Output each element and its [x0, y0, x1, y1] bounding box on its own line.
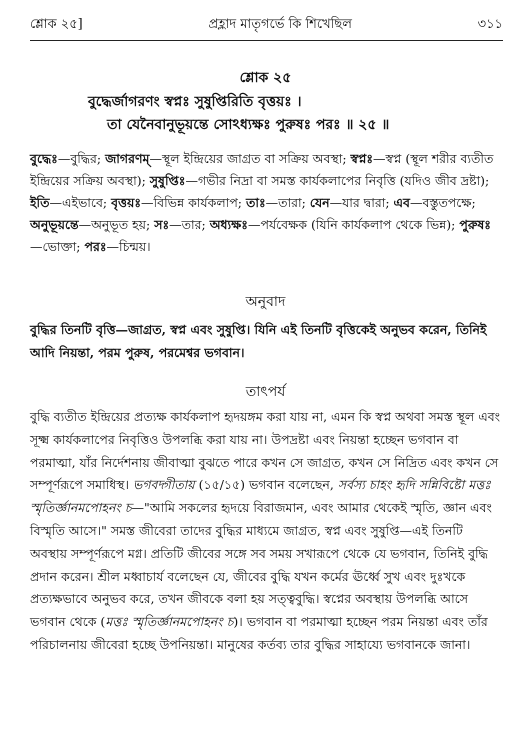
synonym-word: অনুভূয়ন্তে [30, 217, 79, 232]
synonym-meaning: —বিভিন্ন কার্যকলাপ; [141, 195, 246, 210]
verse-title: শ্লোক ২৫ [239, 70, 292, 86]
verse-line-1: বুদ্ধের্জাগরণং স্বপ্নঃ সুষুপ্তিরিতি বৃত্তয়ঃ । [88, 94, 302, 110]
gita-reference: ভগবদ্গীতায় [133, 477, 195, 493]
translation-body: বুদ্ধির তিনটি বৃত্তি—জাগ্রত, স্বপ্ন এবং সুষুপ্তি। যিনি এই তিনটি বৃত্তিকেই অনুভব করেন, তিনিই আদি নিয়ন্তা, পরম পুরুষ, পরমেশ্বর ভগবান। [30, 322, 487, 360]
synonym-meaning: —যার দ্বারা; [329, 195, 394, 210]
synonym-meaning: —তারা; [265, 195, 310, 210]
synonym-meaning: —গভীর নিদ্রা বা সমস্ত কার্যকলাপের নিবৃত্তি (যদিও জীব দ্রষ্টা); [185, 173, 490, 188]
synonym-word: ইতি [30, 195, 50, 210]
purport-part-1: বুদ্ধি ব্যতীত ইন্দ্রিয়ের প্রত্যক্ষ কার্যকলাপ হৃদয়ঙ্গম করা যায় না, এমন কি স্বপ্ন অথবা সমস্ত স্থূল এবং সূক্ষ্ম কার্যকলাপের নিবৃত্তিও উপলব্ধি করা যায় না। উপদ্রষ্টা এবং নিয়ন্তা হচ্ছেন ভগবান বা পরমাত্মা, যাঁর নির্দেশনায় জীবাত্মা বুঝতে পারে কখন সে জাগ্রত, কখন সে নিদ্রিত এবং কখন সে সম্পূর্ণরূপে সমাধিস্থ। [30, 409, 501, 493]
synonym-word: সুষুপ্তিঃ [149, 173, 186, 188]
synonym-meaning: —তার; [169, 217, 210, 232]
synonym-meaning: —স্বপ্ন (স্থূল শরীর ব্যতীত ইন্দ্রিয়ের সক্রিয় অবস্থা); [30, 151, 494, 188]
synonym-word: জাগরণম্ [105, 151, 150, 166]
synonym-word: সঃ [154, 217, 170, 232]
synonym-meaning: —এইভাবে; [49, 195, 112, 210]
synonym-word: স্বপ্নঃ [350, 151, 374, 166]
purport-part-2: (১৫/১৫) ভগবান বলেছেন, [194, 477, 338, 493]
synonym-word: বুদ্ধেঃ [30, 151, 58, 166]
purport-text [30, 406, 503, 657]
synonym-word: তাঃ [246, 195, 266, 210]
synonyms-body [30, 148, 503, 258]
header-verse-ref: শ্লোক ২৫] [30, 16, 83, 32]
translation-heading: অনুবাদ [245, 294, 286, 310]
synonym-word: এব [393, 195, 410, 210]
header-page-number: ৩১১ [477, 16, 503, 32]
synonym-word: পুরুষঃ [459, 217, 491, 232]
synonym-word: অধ্যক্ষঃ [209, 217, 248, 232]
synonyms-paragraph [30, 148, 503, 258]
page-header [30, 14, 503, 41]
translation-text [30, 318, 503, 364]
purport-heading: তাৎপর্য [245, 384, 286, 400]
synonym-meaning: —স্থূল ইন্দ্রিয়ের জাগ্রত বা সক্রিয় অবস্থা; [149, 151, 351, 166]
synonym-meaning: —বুদ্ধির; [57, 151, 106, 166]
synonym-meaning: —অনুভূত হয়; [78, 217, 155, 232]
synonym-meaning: —চিন্ময়। [106, 239, 151, 254]
synonym-word: পরঃ [84, 239, 107, 254]
synonym-word: বৃত্তয়ঃ [111, 195, 142, 210]
gita-quote-2: মত্তঃ স্মৃতির্জ্ঞানমপোহনং চ [105, 614, 234, 630]
header-chapter-title: প্রহ্লাদ মাতৃগর্ভে কি শিখেছিল [208, 16, 352, 32]
purport-part-4: )। ভগবান বা পরমাত্মা হচ্ছেন পরম নিয়ন্তা এবং তাঁর পরিচালনায় জীবেরা হচ্ছে উপনিয়ন্তা। মানুষের কর্তব্য তার বুদ্ধির সাহায্যে ভগবানকে জানা। [30, 614, 488, 652]
synonym-meaning: —পর্যবেক্ষক (যিনি কার্যকলাপ থেকে ভিন্ন); [247, 217, 460, 232]
synonym-word: যেন [309, 195, 330, 210]
purport-body [30, 406, 503, 657]
synonym-meaning: —বস্তুতপক্ষে; [410, 195, 476, 210]
gita-quote: সর্বস্য চাহং হৃদি সন্নিবিষ্টো মত্তঃ স্মৃতির্জ্ঞানমপোহনং চ [30, 477, 491, 516]
verse-line-2: তা যেনৈবানুভূয়ন্তে সোঽধ্যক্ষঃ পুরুষঃ পরঃ ॥ ২৫ ॥ [107, 117, 390, 133]
synonym-meaning: —ভোক্তা; [30, 239, 85, 254]
purport-part-3: —"আমি সকলের হৃদয়ে বিরাজমান, এবং আমার থেকেই স্মৃতি, জ্ঞান এবং বিস্মৃতি আসে।" সমস্ত জীবেরা তাদের বুদ্ধির মাধ্যমে জাগ্রত, স্বপ্ন এবং সুষুপ্তি—এই তিনটি অবস্থায় সম্পূর্ণরূপে মগ্ন। প্রতিটি জীবের সঙ্গে সব সময় সখারূপে থেকে যে ভগবান, তিনিই বুদ্ধি প্রদান করেন। শ্রীল মধ্বাচার্য বলেছেন যে, জীবের বুদ্ধি যখন কর্মের ঊর্ধ্বে সুখ এবং দুঃখকে প্রত্যক্ষভাবে অনুভব করে, তখন জীবকে বলা হয় সত্ত্ববুদ্ধি। স্বপ্নের অবস্থায় উপলব্ধি আসে ভগবান থেকে ( [30, 500, 492, 630]
